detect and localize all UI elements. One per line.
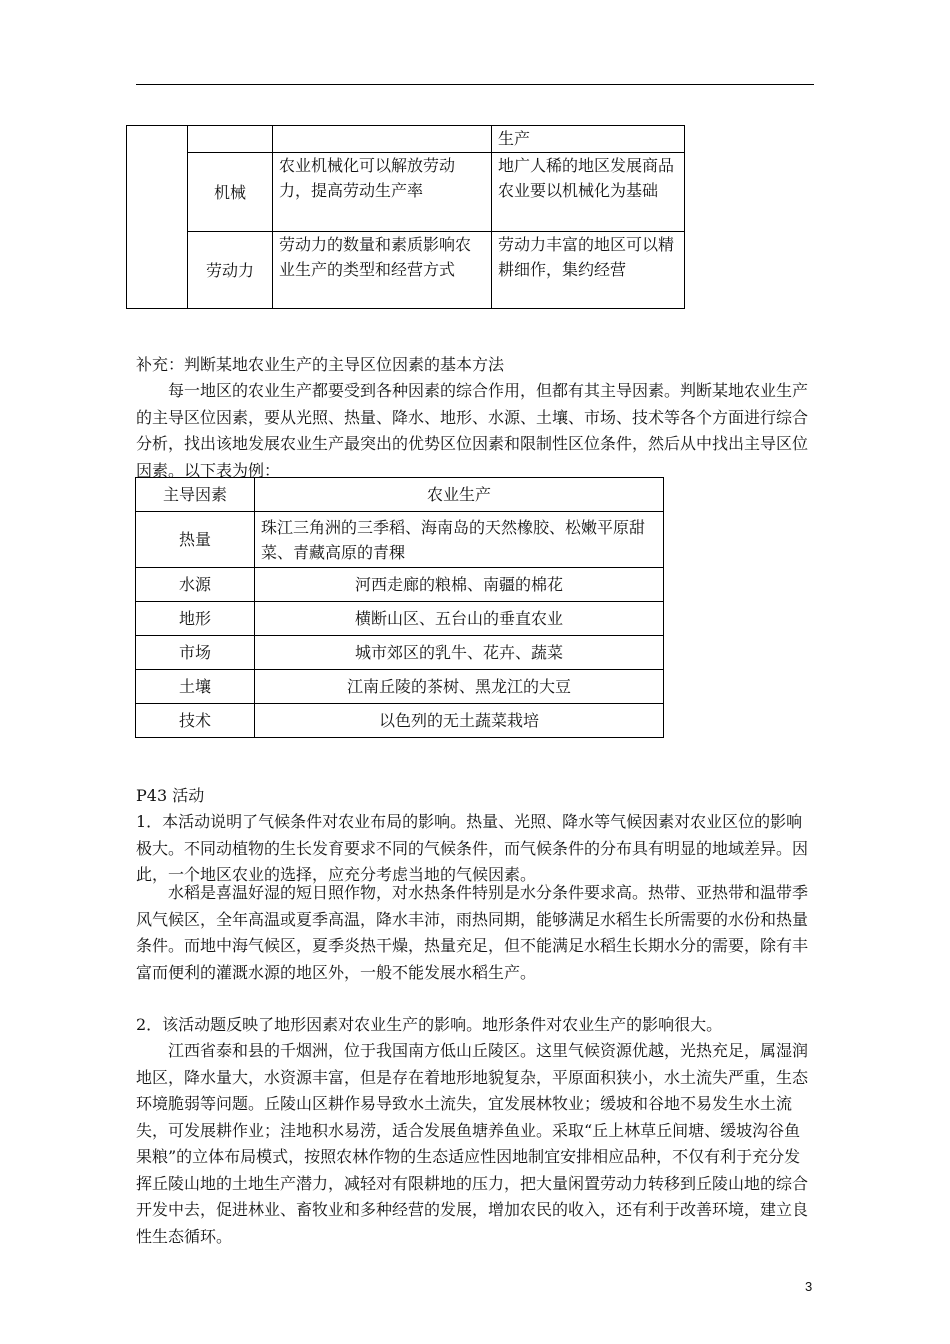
table-cell-factor: 地形 xyxy=(136,602,255,636)
table-cell-example: 地广人稀的地区发展商品农业要以机械化为基础 xyxy=(492,153,685,232)
activity-item-2: 2．该活动题反映了地形因素对农业生产的影响。地形条件对农业生产的影响很大。 xyxy=(136,1015,723,1034)
table-cell-factor: 土壤 xyxy=(136,670,255,704)
header-rule xyxy=(136,84,814,85)
table-cell-factor: 热量 xyxy=(136,512,255,568)
table-row xyxy=(127,232,685,309)
table-row xyxy=(136,704,664,738)
table-row xyxy=(136,512,664,568)
table-cell-production: 河西走廊的粮棉、南疆的棉花 xyxy=(255,568,664,602)
supplement-body: 每一地区的农业生产都要受到各种因素的综合作用，但都有其主导因素。判断某地农业生产的主导区位因素，要从光照、热量、降水、地形、水源、土壤、市场、技术等各个方面进行综合分析，找出该地发展农业生产最突出的优势区位因素和限制性区位条件，然后从中找出主导区位因素。以下表为例： xyxy=(136,381,809,480)
table-cell-effect xyxy=(273,126,492,153)
table-cell-factor: 劳动力 xyxy=(188,232,273,309)
table-row xyxy=(136,602,664,636)
table-cell-effect: 农业机械化可以解放劳动力，提高劳动生产率 xyxy=(273,153,492,232)
table-cell-factor xyxy=(188,126,273,153)
table-cell-production: 珠江三角洲的三季稻、海南岛的天然橡胶、松嫩平原甜菜、青藏高原的青稞 xyxy=(255,512,664,568)
table-cell-production: 横断山区、五台山的垂直农业 xyxy=(255,602,664,636)
table-row xyxy=(136,636,664,670)
table-row xyxy=(127,126,685,153)
table-header-factor: 主导因素 xyxy=(136,478,255,512)
table-cell-factor: 机械 xyxy=(188,153,273,232)
supplement-title: 补充：判断某地农业生产的主导区位因素的基本方法 xyxy=(136,355,505,374)
table-cell-factor: 市场 xyxy=(136,636,255,670)
dominant-factor-table xyxy=(135,477,664,738)
activity-item-2-paragraph: 江西省泰和县的千烟洲，位于我国南方低山丘陵区。这里气候资源优越，光热充足，属湿润地区，降水量大，水资源丰富，但是存在着地形地貌复杂，平原面积狭小，水土流失严重，生态环境脆弱等问题。丘陵山区耕作易导致水土流失，宜发展林牧业；缓坡和谷地不易发生水土流失，可发展耕作业；洼地积水易涝，适合发展鱼塘养鱼业。采取“丘上林草丘间塘、缓坡沟谷鱼果粮”的立体布局模式，按照农林作物的生态适应性因地制宜安排相应品种，不仅有利于充分发挥丘陵山地的土地生产潜力，减轻对有限耕地的压力，把大量闲置劳动力转移到丘陵山地的综合开发中去，促进林业、畜牧业和多种经营的发展，增加农民的收入，还有利于改善环境，建立良性生态循环。 xyxy=(136,1041,809,1246)
table-cell-effect: 劳动力的数量和素质影响农业生产的类型和经营方式 xyxy=(273,232,492,309)
page-number: 3 xyxy=(805,1279,813,1294)
table-header-production: 农业生产 xyxy=(255,478,664,512)
table-row xyxy=(127,153,685,232)
table-cell-production: 江南丘陵的茶树、黑龙江的大豆 xyxy=(255,670,664,704)
activity-heading: P43 活动 xyxy=(136,786,205,805)
table-cell-factor: 水源 xyxy=(136,568,255,602)
factor-table-continued xyxy=(126,125,685,309)
table-row xyxy=(136,568,664,602)
table-row xyxy=(136,670,664,704)
table-cell-factor: 技术 xyxy=(136,704,255,738)
activity-item-1-paragraph: 水稻是喜温好湿的短日照作物，对水热条件特别是水分条件要求高。热带、亚热带和温带季风气候区，全年高温或夏季高温，降水丰沛，雨热同期，能够满足水稻生长所需要的水份和热量条件。而地中海气候区，夏季炎热干燥，热量充足，但不能满足水稻生长期水分的需要，除有丰富而便利的灌溉水源的地区外，一般不能发展水稻生产。 xyxy=(136,883,809,982)
table-cell-example: 劳动力丰富的地区可以精耕细作，集约经营 xyxy=(492,232,685,309)
table-cell-production: 城市郊区的乳牛、花卉、蔬菜 xyxy=(255,636,664,670)
table-cell-category xyxy=(127,126,188,309)
table-header-row xyxy=(136,478,664,512)
table-cell-example: 生产 xyxy=(492,126,685,153)
table-cell-production: 以色列的无土蔬菜栽培 xyxy=(255,704,664,738)
activity-item-1: 1．本活动说明了气候条件对农业布局的影响。热量、光照、降水等气候因素对农业区位的影响极大。不同动植物的生长发育要求不同的气候条件，而气候条件的分布具有明显的地域差异。因此，一个地区农业的选择，应充分考虑当地的气候因素。 xyxy=(136,812,809,884)
